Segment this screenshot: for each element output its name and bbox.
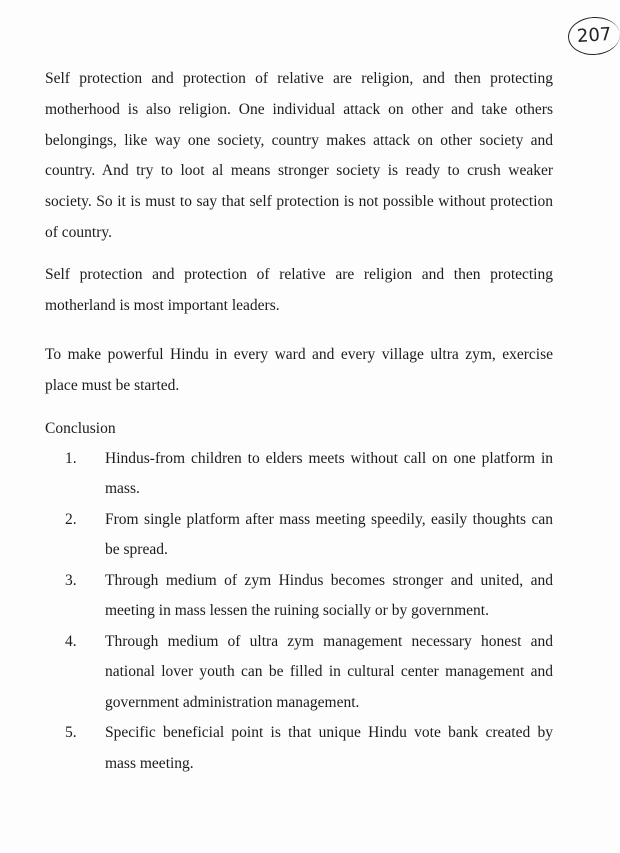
list-item-number: 4. — [65, 632, 77, 650]
list-item-number: 1. — [65, 449, 77, 467]
conclusion-heading: Conclusion — [45, 419, 116, 437]
list-item-text: Specific beneficial point is that unique Hindu vote bank created by mass meeting. — [105, 724, 553, 772]
document-body — [45, 64, 553, 779]
list-item — [45, 444, 553, 505]
list-item — [45, 566, 553, 627]
list-item-text: Hindus-from children to elders meets without call on one platform in mass. — [105, 449, 553, 498]
paragraph: To make powerful Hindu in every ward and every village ultra zym, exercise place must be started. — [45, 346, 553, 395]
paragraph: Self protection and protection of relative are religion and then protecting motherland is most important leaders. — [45, 265, 553, 314]
list-item — [45, 627, 553, 719]
conclusion-list — [45, 444, 553, 780]
page-number: 207 — [567, 15, 620, 57]
list-item-text: From single platform after mass meeting speedily, easily thoughts can be spread. — [105, 510, 553, 559]
list-item-number: 3. — [65, 571, 77, 589]
list-item-text: Through medium of ultra zym management necessary honest and national lover youth can be filled in cultural center management and government administration management. — [105, 632, 553, 711]
list-item-text: Through medium of zym Hindus becomes stronger and united, and meeting in mass lessen the ruining socially or by government. — [105, 571, 553, 620]
list-item — [45, 718, 553, 779]
paragraph: Self protection and protection of relative are religion, and then protecting motherhood is also religion. One individual attack on other and take others belongings, like way one society, country makes attack on other society and country. And try to loot al means stronger society is ready to crush weaker society. So it is must to say that self protection is not possible without protection of country. — [45, 70, 553, 241]
list-item-number: 5. — [65, 724, 77, 742]
list-item — [45, 505, 553, 566]
list-item-number: 2. — [65, 510, 77, 528]
